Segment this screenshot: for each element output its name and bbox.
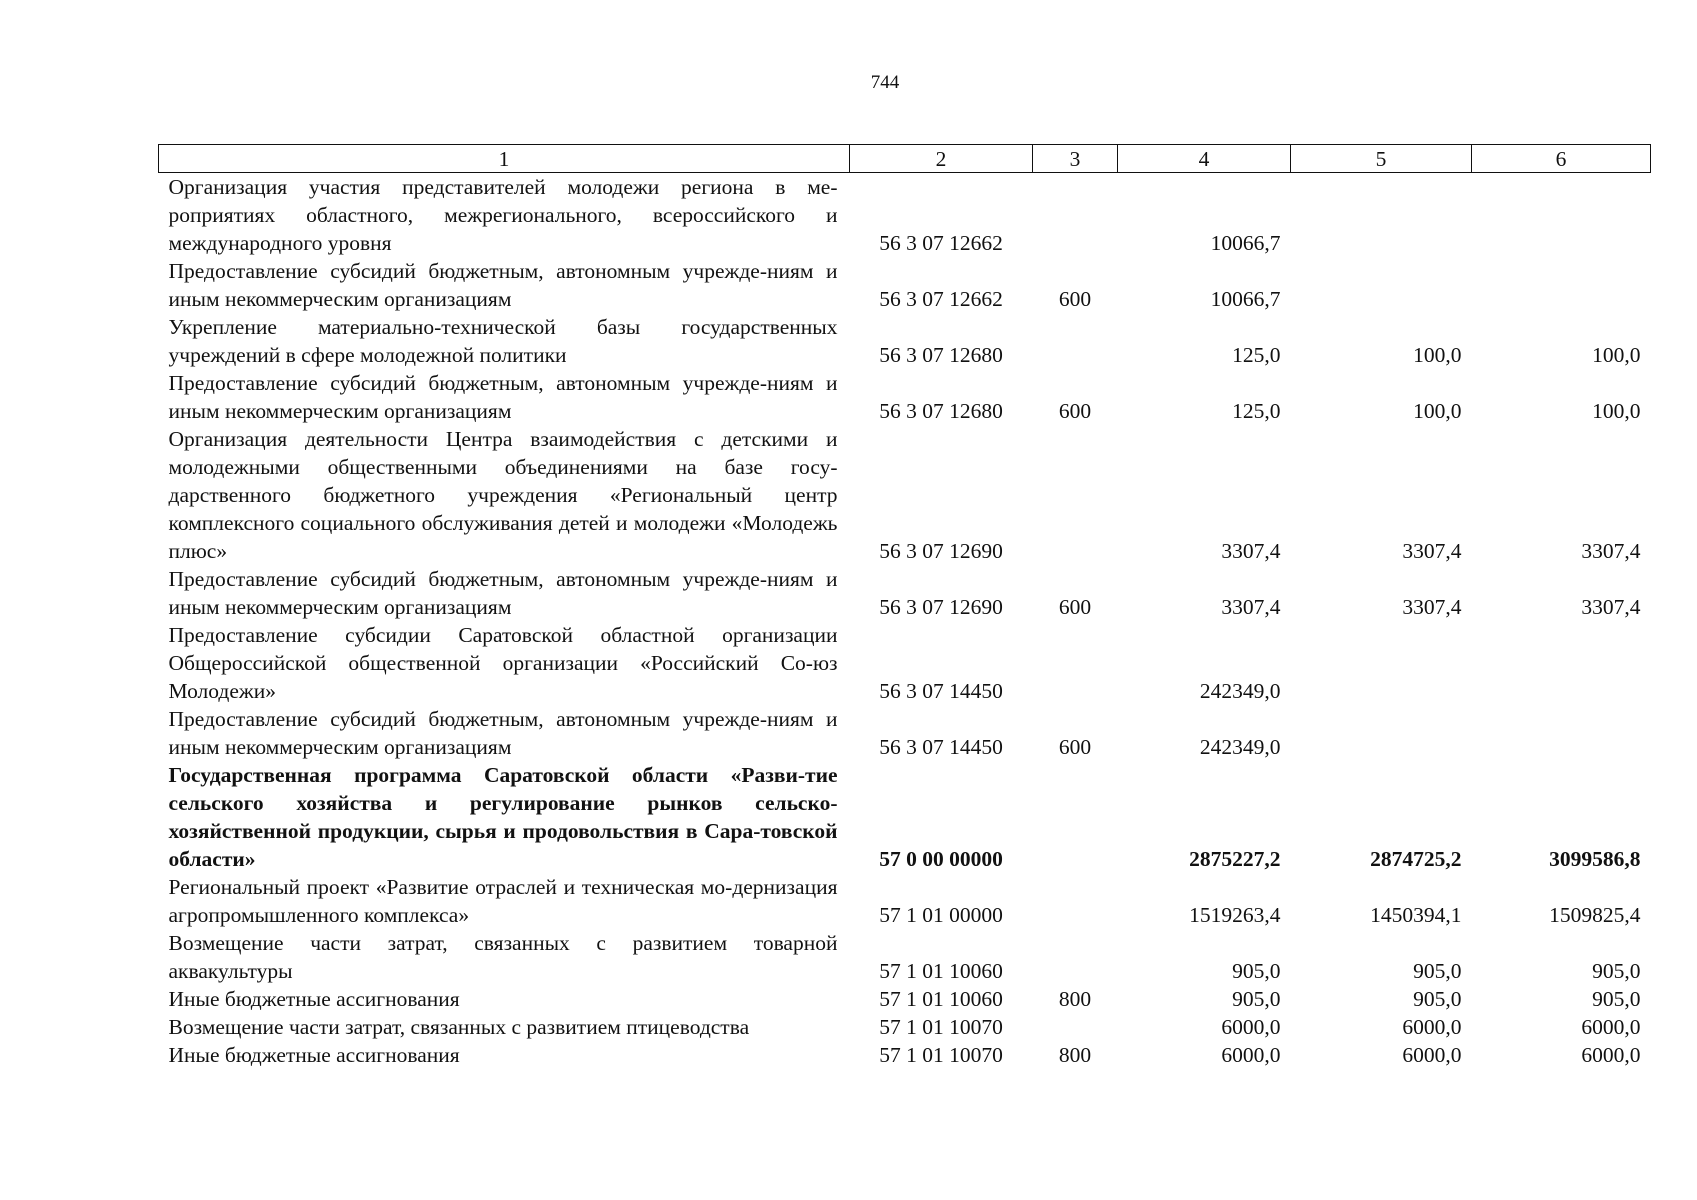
header-row (159, 145, 1651, 173)
row-code: 56 3 07 12690 (879, 595, 1003, 619)
row-value-col5: 3307,4 (1402, 539, 1462, 563)
page-number: 744 (870, 72, 900, 93)
row-name: Организация участия представителей молодежи региона в ме-роприятиях областного, межрегионального, всероссийского и международного уровня (168, 175, 838, 255)
row-value-col5 (1291, 257, 1472, 313)
table-header (159, 145, 1651, 173)
table-row (159, 369, 1651, 425)
row-value-col4: 2875227,2 (1189, 847, 1281, 871)
row-value-col5 (1291, 621, 1472, 705)
table-row (159, 705, 1651, 761)
row-value-col4: 125,0 (1232, 343, 1281, 367)
row-expense-type (1033, 173, 1118, 258)
row-value-col4: 3307,4 (1221, 539, 1281, 563)
row-value-col5 (1291, 705, 1472, 761)
row-code: 57 1 01 10070 (879, 1043, 1003, 1067)
header-col-2: 2 (850, 145, 1033, 173)
row-value-col4: 3307,4 (1221, 595, 1281, 619)
row-expense-type: 600 (1058, 595, 1092, 619)
row-value-col5: 2874725,2 (1370, 847, 1462, 871)
table-row (159, 565, 1651, 621)
row-value-col5 (1291, 173, 1472, 258)
budget-table (158, 144, 1651, 1069)
row-name: Иные бюджетные ассигнования (168, 987, 460, 1011)
header-col-5: 5 (1291, 145, 1472, 173)
row-value-col6 (1472, 173, 1651, 258)
table-row (159, 313, 1651, 369)
row-value-col4: 242349,0 (1199, 679, 1281, 703)
row-code: 57 0 00 00000 (879, 847, 1003, 871)
table-row (159, 1013, 1651, 1041)
table-row (159, 985, 1651, 1013)
table-row (159, 257, 1651, 313)
header-col-1: 1 (159, 145, 850, 173)
row-value-col5: 100,0 (1413, 343, 1462, 367)
row-value-col6 (1472, 257, 1651, 313)
row-value-col6: 905,0 (1592, 987, 1641, 1011)
row-code: 56 3 07 12662 (879, 287, 1003, 311)
row-value-col6: 100,0 (1592, 399, 1641, 423)
row-value-col6: 6000,0 (1581, 1015, 1641, 1039)
row-name: Предоставление субсидий бюджетным, автономным учрежде-ниям и иным некоммерческим организациям (168, 707, 838, 759)
row-name: Предоставление субсидий бюджетным, автономным учрежде-ниям и иным некоммерческим организациям (168, 567, 838, 619)
row-value-col5: 6000,0 (1402, 1015, 1462, 1039)
table-row (159, 873, 1651, 929)
row-name: Возмещение части затрат, связанных с развитием птицеводства (168, 1015, 750, 1039)
row-name: Укрепление материально-технической базы государственных учреждений в сфере молодежной политики (168, 315, 838, 367)
row-expense-type (1033, 313, 1118, 369)
row-value-col6: 100,0 (1592, 343, 1641, 367)
row-expense-type (1033, 929, 1118, 985)
row-name: Предоставление субсидий бюджетным, автономным учрежде-ниям и иным некоммерческим организациям (168, 371, 838, 423)
row-name: Организация деятельности Центра взаимодействия с детскими и молодежными общественными объединениями на базе госу-дарственного бюджетного учреждения «Региональный центр комплексного социального обслуживания детей и молодежи «Молодежь плюс» (168, 427, 838, 563)
row-value-col4: 6000,0 (1221, 1015, 1281, 1039)
row-name: Предоставление субсидий бюджетным, автономным учрежде-ниям и иным некоммерческим организациям (168, 259, 838, 311)
row-expense-type (1033, 425, 1118, 565)
row-name: Иные бюджетные ассигнования (168, 1043, 460, 1067)
row-expense-type (1033, 761, 1118, 873)
row-value-col5: 905,0 (1413, 959, 1462, 983)
row-expense-type: 800 (1058, 1043, 1092, 1067)
row-value-col5: 905,0 (1413, 987, 1462, 1011)
row-value-col4: 10066,7 (1210, 287, 1281, 311)
row-expense-type: 600 (1058, 735, 1092, 759)
header-col-6: 6 (1472, 145, 1651, 173)
row-expense-type (1033, 621, 1118, 705)
row-value-col6 (1472, 705, 1651, 761)
row-code: 56 3 07 12690 (879, 539, 1003, 563)
row-expense-type (1033, 1013, 1118, 1041)
table-row (159, 173, 1651, 258)
row-value-col5: 3307,4 (1402, 595, 1462, 619)
row-value-col4: 125,0 (1232, 399, 1281, 423)
table-body (159, 173, 1651, 1070)
row-code: 57 1 01 00000 (879, 903, 1003, 927)
row-value-col6: 1509825,4 (1549, 903, 1641, 927)
table-row (159, 1041, 1651, 1069)
row-value-col6: 3307,4 (1581, 595, 1641, 619)
row-code: 57 1 01 10060 (879, 959, 1003, 983)
row-code: 56 3 07 14450 (879, 735, 1003, 759)
row-value-col6: 6000,0 (1581, 1043, 1641, 1067)
row-value-col4: 905,0 (1232, 987, 1281, 1011)
row-expense-type: 600 (1058, 399, 1092, 423)
row-expense-type: 800 (1058, 987, 1092, 1011)
table-row (159, 621, 1651, 705)
row-value-col4: 242349,0 (1199, 735, 1281, 759)
row-value-col5: 1450394,1 (1370, 903, 1462, 927)
row-value-col6: 905,0 (1592, 959, 1641, 983)
row-name: Государственная программа Саратовской области «Разви-тие сельского хозяйства и регулирование рынков сельско-хозяйственной продукции, сырья и продовольствия в Сара-товской области» (168, 763, 838, 871)
table-row (159, 761, 1651, 873)
row-code: 56 3 07 12662 (879, 231, 1003, 255)
header-col-3: 3 (1033, 145, 1118, 173)
row-value-col4: 905,0 (1232, 959, 1281, 983)
row-code: 56 3 07 12680 (879, 343, 1003, 367)
row-value-col4: 6000,0 (1221, 1043, 1281, 1067)
header-col-4: 4 (1118, 145, 1291, 173)
row-expense-type (1033, 873, 1118, 929)
row-name: Предоставление субсидии Саратовской областной организации Общероссийской общественной организации «Российский Со-юз Молодежи» (168, 623, 838, 703)
row-value-col4: 1519263,4 (1189, 903, 1281, 927)
row-code: 56 3 07 14450 (879, 679, 1003, 703)
row-name: Возмещение части затрат, связанных с развитием товарной аквакультуры (168, 931, 838, 983)
row-value-col6: 3099586,8 (1549, 847, 1641, 871)
row-value-col5: 100,0 (1413, 399, 1462, 423)
row-code: 57 1 01 10060 (879, 987, 1003, 1011)
table-row (159, 425, 1651, 565)
row-value-col6 (1472, 621, 1651, 705)
row-expense-type: 600 (1058, 287, 1092, 311)
table-row (159, 929, 1651, 985)
row-value-col4: 10066,7 (1210, 231, 1281, 255)
row-code: 56 3 07 12680 (879, 399, 1003, 423)
row-name: Региональный проект «Развитие отраслей и техническая мо-дернизация агропромышленного комплекса» (168, 875, 838, 927)
row-code: 57 1 01 10070 (879, 1015, 1003, 1039)
row-value-col6: 3307,4 (1581, 539, 1641, 563)
row-value-col5: 6000,0 (1402, 1043, 1462, 1067)
